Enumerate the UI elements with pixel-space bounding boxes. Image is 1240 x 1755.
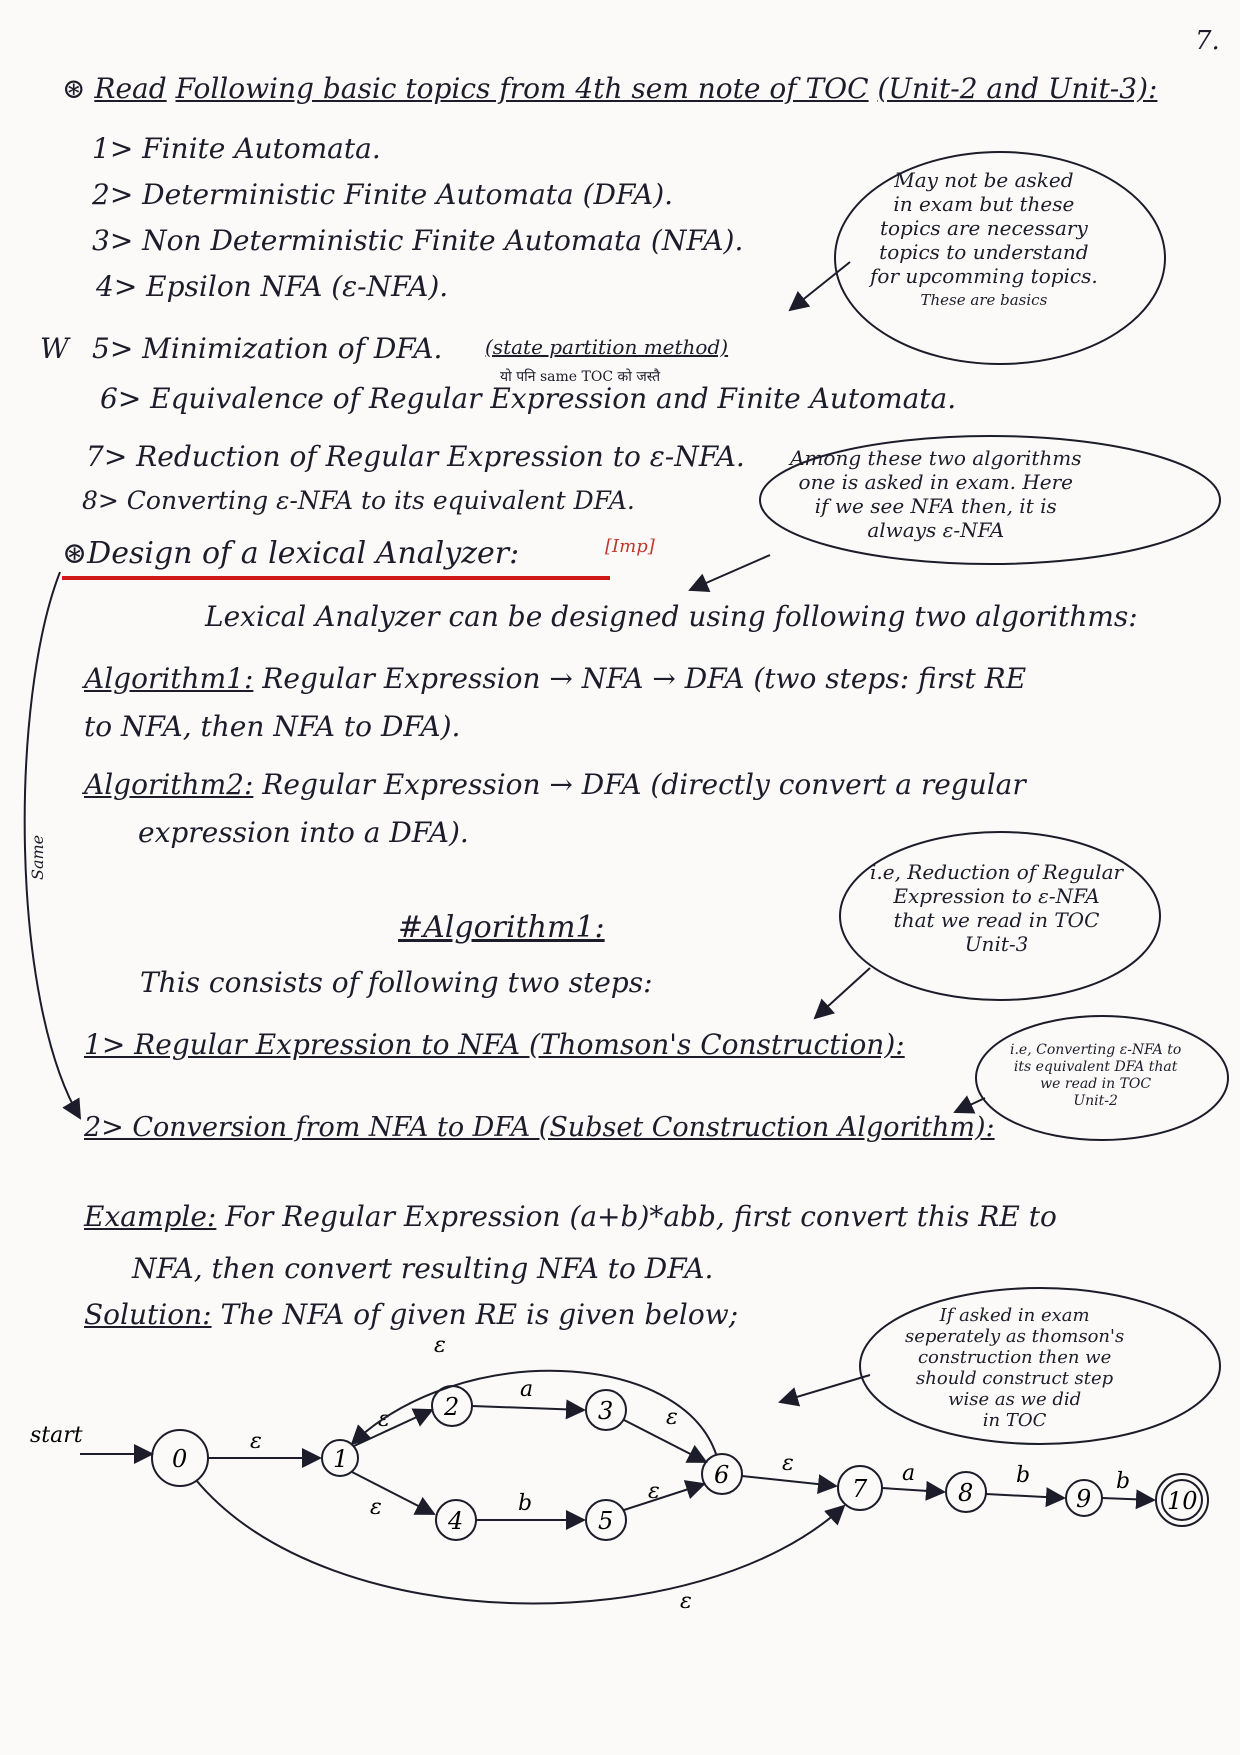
- bubble-1-line: for upcomming topics.: [870, 264, 1098, 288]
- bubble-4-line: its equivalent DFA that: [1013, 1059, 1178, 1075]
- bubble-1-line: These are basics: [920, 291, 1048, 309]
- bullet-icon: ⊛: [62, 536, 88, 571]
- imp-tag: [Imp]: [605, 536, 655, 557]
- bubble-1-outline: [835, 152, 1165, 364]
- svg-text:ε: ε: [250, 1429, 262, 1454]
- state-9: [1066, 1480, 1102, 1516]
- state-1: [322, 1440, 358, 1476]
- svg-text:2: 2: [444, 1393, 460, 1421]
- bubble-2-line: one is asked in exam. Here: [798, 470, 1073, 494]
- transition-6-7: [742, 1451, 836, 1486]
- transition-7-8: [882, 1461, 944, 1492]
- step-2: 2> Conversion from NFA to DFA (Subset Construction Algorithm):: [84, 1112, 995, 1143]
- algorithm2-label: Algorithm2:: [84, 768, 254, 801]
- bubble-5-line: seperately as thomson's: [905, 1326, 1125, 1347]
- algorithm2-text: Regular Expression → DFA (directly convert a regular: [262, 768, 1026, 801]
- topic-5-star: W: [40, 332, 69, 365]
- transition-4-5: [476, 1491, 584, 1520]
- bubble-2-outline: [760, 436, 1220, 564]
- algorithm1-text: Regular Expression → NFA → DFA (two steps: first RE: [262, 662, 1027, 695]
- algorithm2-line2: expression into a DFA).: [138, 816, 469, 849]
- bubble-5-line: in TOC: [982, 1410, 1047, 1431]
- page-number: 7.: [1195, 26, 1220, 56]
- bubble-3-line: Unit-3: [964, 932, 1029, 956]
- svg-text:10: 10: [1167, 1487, 1198, 1515]
- svg-text:ε: ε: [648, 1479, 660, 1504]
- transition-9-10: [1102, 1469, 1154, 1500]
- minimization-method: (state partition method): [485, 335, 729, 359]
- state-7: [838, 1466, 882, 1510]
- svg-text:a: a: [902, 1461, 916, 1486]
- topic-3: 3> Non Deterministic Finite Automata (NFA).: [92, 224, 744, 257]
- heading-prefix: Read: [94, 72, 167, 105]
- topic-1: 1> Finite Automata.: [92, 132, 381, 165]
- transition-6-1: [352, 1333, 716, 1454]
- bubble-5-line: should construct step: [916, 1368, 1114, 1389]
- state-3: [586, 1390, 626, 1430]
- state-5: [586, 1500, 626, 1540]
- bubble-1-line: topics are necessary: [879, 216, 1088, 240]
- topic-4: 4> Epsilon NFA (ε-NFA).: [96, 270, 449, 303]
- consists-line: This consists of following two steps:: [140, 966, 653, 999]
- state-0: [152, 1430, 208, 1486]
- step-1: 1> Regular Expression to NFA (Thomson's Construction):: [84, 1028, 905, 1061]
- heading-text: Following basic topics from 4th sem note of TOC: [175, 72, 869, 105]
- solution-text: The NFA of given RE is given below;: [220, 1298, 739, 1331]
- bubble-3-line: that we read in TOC: [893, 908, 1100, 932]
- bubble-5-arrow: [780, 1375, 870, 1402]
- side-arrow: [25, 572, 80, 1118]
- svg-text:8: 8: [958, 1479, 974, 1507]
- svg-text:6: 6: [714, 1461, 730, 1489]
- bubble-4-line: i.e, Converting ε-NFA to: [1010, 1042, 1182, 1058]
- solution-label: Solution:: [84, 1298, 212, 1331]
- algorithm1-label: Algorithm1:: [84, 662, 254, 695]
- svg-text:b: b: [1116, 1469, 1131, 1494]
- minimization-note: यो पनि same TOC को जस्तै: [500, 369, 661, 385]
- svg-text:4: 4: [448, 1507, 464, 1535]
- bubble-5-line: If asked in exam: [939, 1305, 1090, 1326]
- svg-text:3: 3: [598, 1397, 614, 1425]
- svg-text:9: 9: [1076, 1485, 1092, 1513]
- example-line2: NFA, then convert resulting NFA to DFA.: [132, 1252, 714, 1285]
- state-6: [702, 1454, 742, 1494]
- algorithm1-line2: to NFA, then NFA to DFA).: [84, 710, 461, 743]
- state-10: [1156, 1474, 1208, 1526]
- bubble-1-line: May not be asked: [894, 168, 1074, 192]
- example-label: Example:: [84, 1200, 217, 1233]
- bubble-4-line: we read in TOC: [1040, 1076, 1152, 1092]
- bubble-4-line: Unit-2: [1073, 1093, 1118, 1109]
- svg-text:b: b: [518, 1491, 533, 1516]
- svg-text:ε: ε: [666, 1405, 678, 1430]
- bubble-5-line: construction then we: [917, 1347, 1112, 1368]
- svg-text:ε: ε: [370, 1495, 382, 1520]
- bullet-icon: ⊛: [62, 72, 95, 105]
- heading-units: (Unit-2 and Unit-3):: [877, 72, 1158, 105]
- example-text: For Regular Expression (a+b)*abb, first convert this RE to: [225, 1200, 1057, 1233]
- bubble-2-line: Among these two algorithms: [790, 446, 1082, 470]
- bubble-3-line: Expression to ε-NFA: [893, 884, 1100, 908]
- bubble-3-outline: [840, 832, 1160, 1000]
- intro-line: Lexical Analyzer can be designed using following two algorithms:: [205, 600, 1138, 633]
- svg-text:1: 1: [333, 1445, 349, 1473]
- topic-8: 8> Converting ε-NFA to its equivalent DFA.: [82, 486, 635, 515]
- bubble-5-line: wise as we did: [948, 1389, 1082, 1410]
- topic-6: 6> Equivalence of Regular Expression and Finite Automata.: [100, 382, 957, 415]
- state-8: [946, 1472, 986, 1512]
- start-label: start: [30, 1423, 83, 1448]
- svg-text:a: a: [520, 1377, 534, 1402]
- transition-0-1: [208, 1429, 320, 1458]
- topic-7: 7> Reduction of Regular Expression to ε-NFA.: [86, 440, 745, 473]
- transition-3-6: [624, 1405, 706, 1462]
- svg-text:b: b: [1016, 1463, 1031, 1488]
- topic-2: 2> Deterministic Finite Automata (DFA).: [92, 178, 674, 211]
- design-heading: ⊛Design of a lexical Analyzer:: [62, 536, 520, 571]
- bubble-2-line: always ε-NFA: [867, 518, 1005, 542]
- bubble-3-line: i.e, Reduction of Regular: [870, 860, 1124, 884]
- transition-5-6: [624, 1479, 704, 1510]
- bubble-2-arrow: [690, 555, 770, 590]
- bubble-4-outline: [976, 1016, 1228, 1140]
- svg-text:ε: ε: [434, 1333, 446, 1358]
- algorithm1-heading: #Algorithm1:: [398, 910, 605, 945]
- topic-5: 5> Minimization of DFA.: [92, 332, 443, 365]
- side-note: Same: [28, 834, 47, 880]
- svg-text:ε: ε: [782, 1451, 794, 1476]
- svg-text:5: 5: [598, 1507, 614, 1535]
- svg-text:0: 0: [172, 1445, 188, 1473]
- svg-text:ε: ε: [378, 1407, 390, 1432]
- bubble-1-line: in exam but these: [893, 192, 1075, 216]
- nfa-diagram: [30, 1333, 1208, 1614]
- bubble-4-arrow: [955, 1098, 985, 1112]
- svg-text:ε: ε: [680, 1589, 692, 1614]
- svg-text:7: 7: [852, 1475, 868, 1503]
- bubble-3-arrow: [815, 968, 870, 1018]
- transition-8-9: [986, 1463, 1064, 1498]
- transition-1-4: [352, 1472, 434, 1520]
- bubble-2-line: if we see NFA then, it is: [814, 494, 1057, 518]
- bubble-5-outline: [860, 1288, 1220, 1444]
- transition-2-3: [472, 1377, 584, 1410]
- bubble-1-line: topics to understand: [879, 240, 1089, 264]
- state-4: [436, 1500, 476, 1540]
